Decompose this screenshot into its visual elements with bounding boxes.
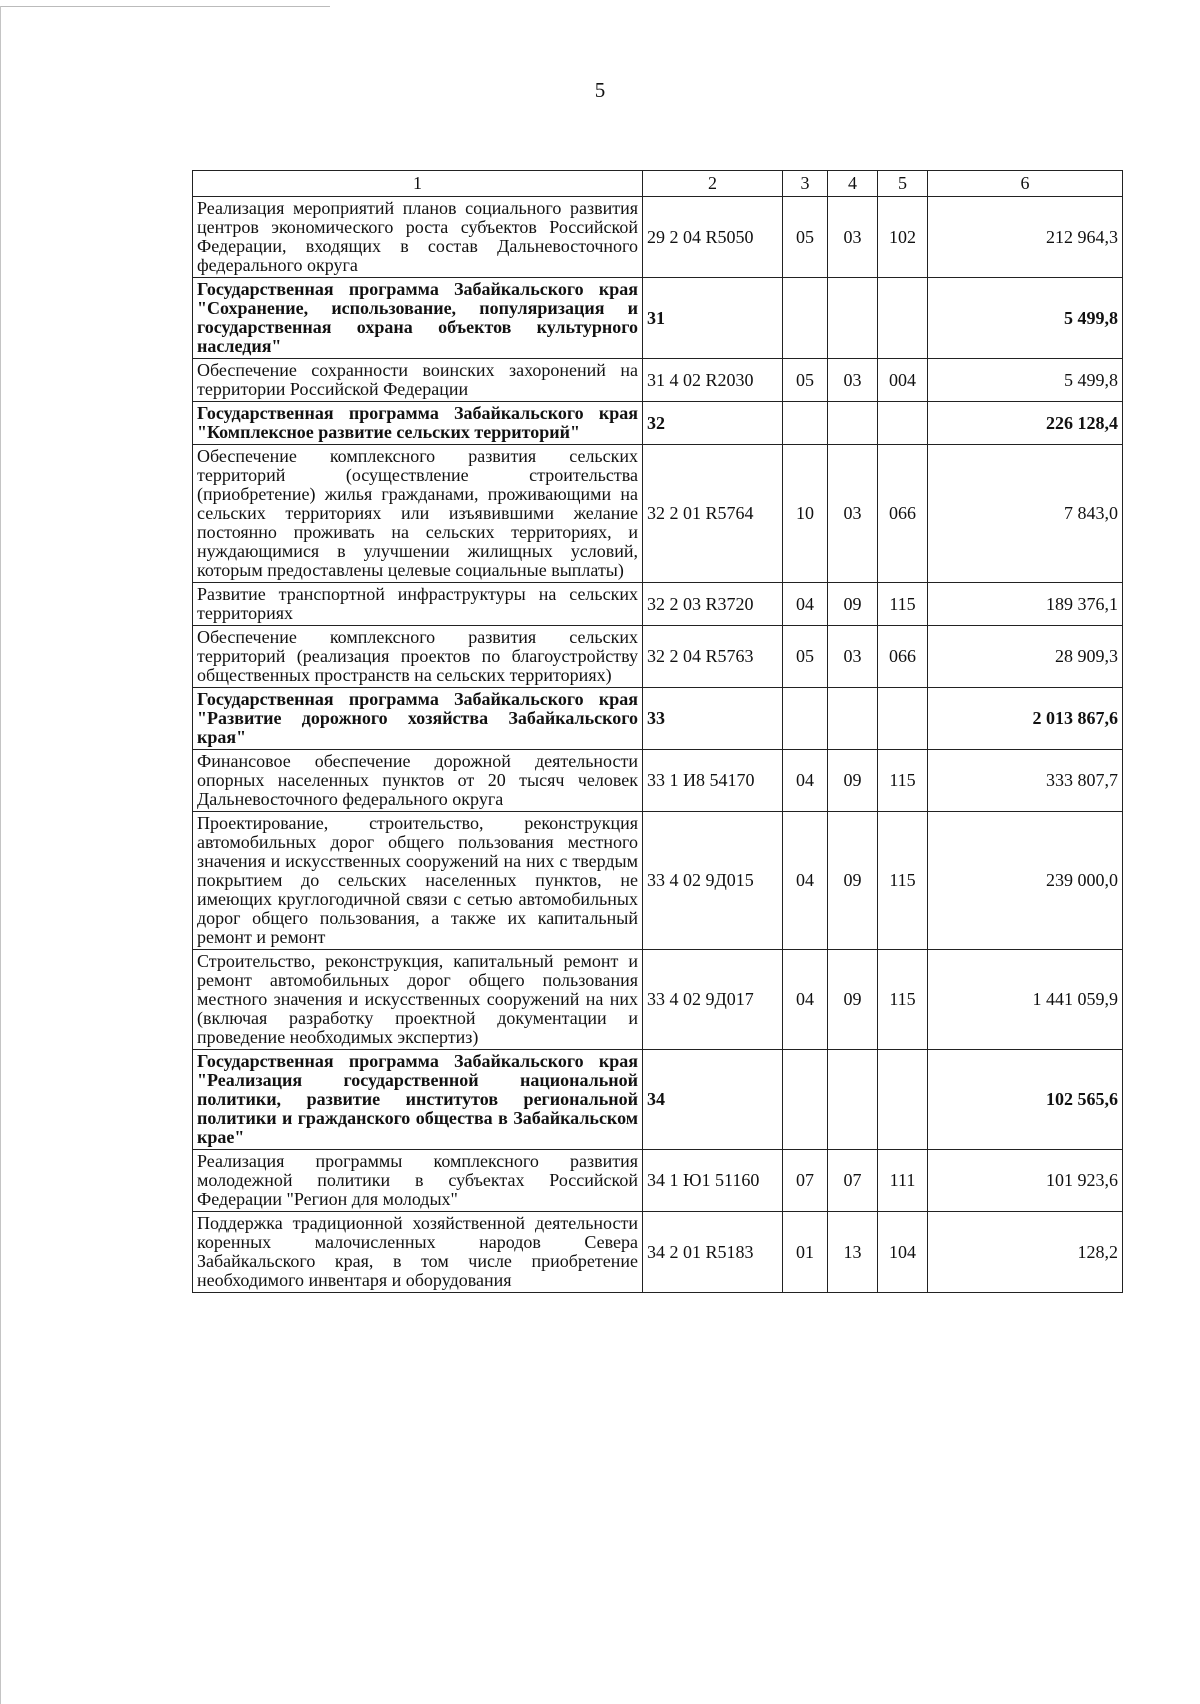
row-amount-cell: 2 013 867,6 <box>928 688 1123 750</box>
row-name-cell: Государственная программа Забайкальского края "Реализация государственной национальной политики, развитие институтов региональной политики и гражданского общества в Забайкальском крае" <box>193 1050 643 1150</box>
row-code-cell: 33 4 02 9Д017 <box>643 950 783 1050</box>
header-col-4: 4 <box>828 171 878 197</box>
row-name-cell: Государственная программа Забайкальского края "Сохранение, использование, популяризация и государственная охрана объектов культурного наследия" <box>193 278 643 359</box>
table-row <box>193 445 1123 583</box>
row-col5-cell <box>878 402 928 445</box>
row-code-cell: 33 1 И8 54170 <box>643 750 783 812</box>
row-col5-cell: 066 <box>878 626 928 688</box>
row-col3-cell: 04 <box>783 750 828 812</box>
row-amount-cell: 102 565,6 <box>928 1050 1123 1150</box>
row-amount-cell: 7 843,0 <box>928 445 1123 583</box>
row-col4-cell: 07 <box>828 1150 878 1212</box>
table-row <box>193 750 1123 812</box>
row-code-cell: 33 <box>643 688 783 750</box>
row-code-cell: 32 <box>643 402 783 445</box>
row-amount-cell: 5 499,8 <box>928 278 1123 359</box>
header-col-3: 3 <box>783 171 828 197</box>
row-name-cell: Реализация мероприятий планов социального развития центров экономического роста субъектов Российской Федерации, входящих в состав Дальневосточного федерального округа <box>193 197 643 278</box>
row-amount-cell: 1 441 059,9 <box>928 950 1123 1050</box>
row-col5-cell: 115 <box>878 950 928 1050</box>
header-row <box>193 171 1123 197</box>
row-amount-cell: 226 128,4 <box>928 402 1123 445</box>
row-code-cell: 32 2 04 R5763 <box>643 626 783 688</box>
row-col4-cell <box>828 402 878 445</box>
row-code-cell: 31 <box>643 278 783 359</box>
row-name-cell: Государственная программа Забайкальского края "Комплексное развитие сельских территорий" <box>193 402 643 445</box>
row-code-cell: 29 2 04 R5050 <box>643 197 783 278</box>
row-col5-cell: 115 <box>878 583 928 626</box>
header-col-1: 1 <box>193 171 643 197</box>
row-col3-cell: 04 <box>783 812 828 950</box>
row-name-cell: Поддержка традиционной хозяйственной деятельности коренных малочисленных народов Севера Забайкальского края, в том числе приобретение необходимого инвентаря и оборудования <box>193 1212 643 1293</box>
header-col-5: 5 <box>878 171 928 197</box>
row-code-cell: 34 1 Ю1 51160 <box>643 1150 783 1212</box>
row-col4-cell <box>828 1050 878 1150</box>
row-col5-cell: 115 <box>878 750 928 812</box>
row-amount-cell: 28 909,3 <box>928 626 1123 688</box>
header-col-6: 6 <box>928 171 1123 197</box>
row-name-cell: Строительство, реконструкция, капитальный ремонт и ремонт автомобильных дорог общего пользования местного значения и искусственных сооружений на них (включая разработку проектной документации и проведение необходимых экспертиз) <box>193 950 643 1050</box>
row-col5-cell: 104 <box>878 1212 928 1293</box>
row-col4-cell: 09 <box>828 750 878 812</box>
row-code-cell: 32 2 01 R5764 <box>643 445 783 583</box>
row-code-cell: 32 2 03 R3720 <box>643 583 783 626</box>
row-col5-cell: 066 <box>878 445 928 583</box>
page-number: 5 <box>594 78 606 102</box>
row-name-cell: Государственная программа Забайкальского края "Развитие дорожного хозяйства Забайкальского края" <box>193 688 643 750</box>
row-amount-cell: 5 499,8 <box>928 359 1123 402</box>
row-col3-cell: 10 <box>783 445 828 583</box>
row-name-cell: Обеспечение сохранности воинских захоронений на территории Российской Федерации <box>193 359 643 402</box>
row-col3-cell: 07 <box>783 1150 828 1212</box>
row-col4-cell <box>828 688 878 750</box>
row-amount-cell: 239 000,0 <box>928 812 1123 950</box>
scan-edge-top <box>0 6 330 7</box>
row-col4-cell: 09 <box>828 583 878 626</box>
table-row <box>193 197 1123 278</box>
row-name-cell: Проектирование, строительство, реконструкция автомобильных дорог общего пользования местного значения и искусственных сооружений на них с твердым покрытием до сельских населенных пунктов, не имеющих круглогодичной связи с сетью автомобильных дорог общего пользования, а также их капитальный ремонт и ремонт <box>193 812 643 950</box>
row-col5-cell <box>878 278 928 359</box>
header-col-2: 2 <box>643 171 783 197</box>
row-col3-cell: 04 <box>783 950 828 1050</box>
table-row <box>193 1150 1123 1212</box>
row-col3-cell: 05 <box>783 197 828 278</box>
row-name-cell: Обеспечение комплексного развития сельских территорий (осуществление строительства (приобретение) жилья гражданами, проживающими на сельских территориях или изъявившими желание постоянно проживать на сельских территориях, и нуждающимися в улучшении жилищных условий, которым предоставлены целевые социальные выплаты) <box>193 445 643 583</box>
table-row <box>193 1212 1123 1293</box>
budget-table <box>192 170 1123 1293</box>
row-col4-cell: 03 <box>828 445 878 583</box>
row-col5-cell <box>878 1050 928 1150</box>
row-amount-cell: 333 807,7 <box>928 750 1123 812</box>
row-col3-cell <box>783 688 828 750</box>
row-col4-cell: 09 <box>828 950 878 1050</box>
row-amount-cell: 101 923,6 <box>928 1150 1123 1212</box>
row-name-cell: Реализация программы комплексного развития молодежной политики в субъектах Российской Федерации "Регион для молодых" <box>193 1150 643 1212</box>
row-col5-cell: 004 <box>878 359 928 402</box>
row-col3-cell: 05 <box>783 626 828 688</box>
program-row <box>193 402 1123 445</box>
row-col5-cell: 115 <box>878 812 928 950</box>
table-row <box>193 359 1123 402</box>
row-amount-cell: 212 964,3 <box>928 197 1123 278</box>
row-col4-cell: 09 <box>828 812 878 950</box>
row-amount-cell: 189 376,1 <box>928 583 1123 626</box>
program-row <box>193 688 1123 750</box>
row-code-cell: 34 2 01 R5183 <box>643 1212 783 1293</box>
row-col4-cell <box>828 278 878 359</box>
table-row <box>193 626 1123 688</box>
row-col3-cell <box>783 278 828 359</box>
row-col3-cell: 05 <box>783 359 828 402</box>
row-col3-cell <box>783 402 828 445</box>
row-col4-cell: 03 <box>828 197 878 278</box>
row-col4-cell: 03 <box>828 626 878 688</box>
table-row <box>193 950 1123 1050</box>
program-row <box>193 1050 1123 1150</box>
row-amount-cell: 128,2 <box>928 1212 1123 1293</box>
row-code-cell: 31 4 02 R2030 <box>643 359 783 402</box>
row-col4-cell: 13 <box>828 1212 878 1293</box>
row-name-cell: Развитие транспортной инфраструктуры на сельских территориях <box>193 583 643 626</box>
row-name-cell: Финансовое обеспечение дорожной деятельности опорных населенных пунктов от 20 тысяч человек Дальневосточного федерального округа <box>193 750 643 812</box>
row-code-cell: 34 <box>643 1050 783 1150</box>
row-name-cell: Обеспечение комплексного развития сельских территорий (реализация проектов по благоустройству общественных пространств на сельских территориях) <box>193 626 643 688</box>
scan-edge-left <box>0 6 1 1704</box>
row-col5-cell <box>878 688 928 750</box>
table-row <box>193 583 1123 626</box>
program-row <box>193 278 1123 359</box>
row-col3-cell: 04 <box>783 583 828 626</box>
table-row <box>193 812 1123 950</box>
row-col5-cell: 111 <box>878 1150 928 1212</box>
row-code-cell: 33 4 02 9Д015 <box>643 812 783 950</box>
row-col4-cell: 03 <box>828 359 878 402</box>
row-col3-cell: 01 <box>783 1212 828 1293</box>
row-col3-cell <box>783 1050 828 1150</box>
row-col5-cell: 102 <box>878 197 928 278</box>
